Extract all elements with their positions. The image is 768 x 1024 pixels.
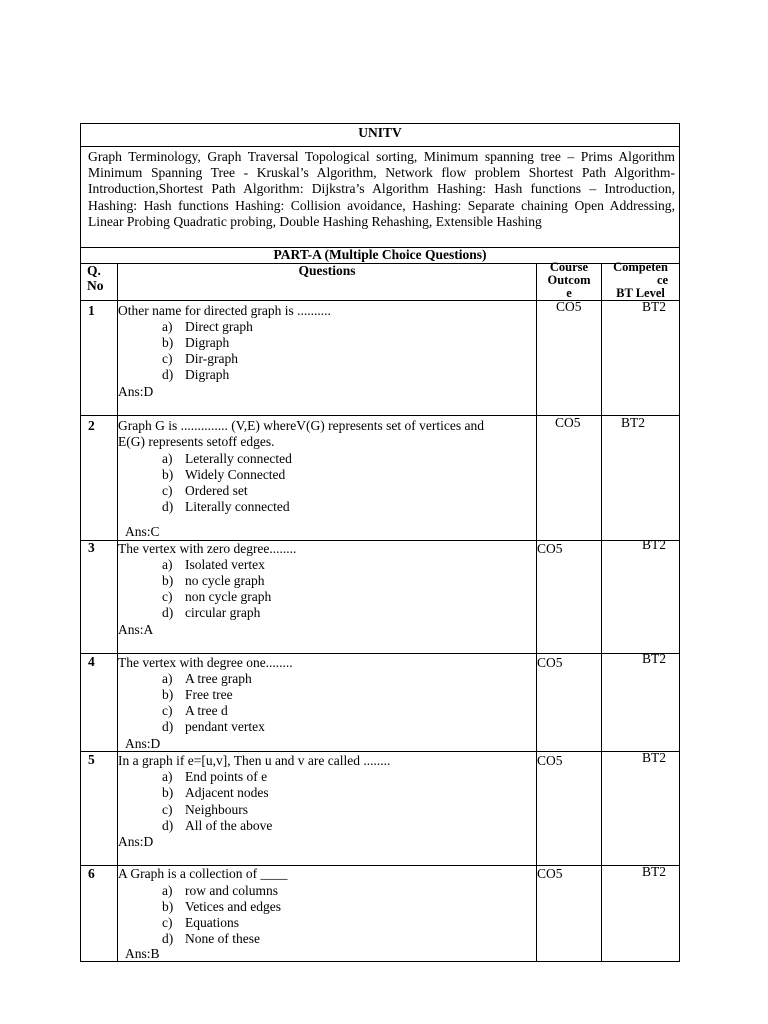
unit-title: UNITV — [358, 125, 402, 140]
question-number: 6 — [88, 866, 95, 881]
option: b) Free tree — [162, 687, 233, 702]
option: c) Dir-graph — [162, 351, 238, 366]
column-divider — [601, 263, 602, 961]
bt-level: BT2 — [642, 864, 667, 879]
bt-level: BT2 — [642, 299, 667, 314]
header-competence-line1: Competen — [613, 260, 668, 274]
header-questions: Questions — [298, 263, 356, 278]
divider — [81, 751, 679, 752]
divider — [81, 146, 679, 147]
bt-level: BT2 — [642, 651, 667, 666]
option: b) Adjacent nodes — [162, 785, 269, 800]
divider — [81, 415, 679, 416]
header-competence-line3: BT Level — [616, 286, 665, 300]
header-qno-line2: No — [87, 278, 104, 293]
header-course-outcome-line3: e — [566, 286, 572, 300]
option: c) non cycle graph — [162, 589, 272, 604]
option: a) End points of e — [162, 769, 268, 784]
question-text: Other name for directed graph is .......... — [118, 303, 331, 318]
option: a) A tree graph — [162, 671, 252, 686]
question-text-line1: Graph G is .............. (V,E) whereV(G) represents set of vertices and — [118, 418, 485, 433]
option: c) A tree d — [162, 703, 228, 718]
header-course-outcome-line2: Outcom — [547, 273, 591, 287]
option: d) pendant vertex — [162, 719, 265, 734]
syllabus-text: Graph Terminology, Graph Traversal Topological sorting, Minimum spanning tree – Prims Algorithm Minimum Spanning Tree - Kruskal’s Algorithm, Network flow problem Shortest Path Algorithm- Introduction,Shortest Path Algorithm: Dijkstra’s Algorithm Hashing: Hash functions – Introduction, Hashing: Hash functions Hashing: Collision avoidance, Hashing: Separate chaining Open Addressing, Linear Probing Quadratic probing, Double Hashing Rehashing, Extensible Hashing — [88, 149, 675, 229]
bt-level: BT2 — [621, 415, 646, 430]
question-number: 2 — [88, 418, 95, 433]
question-number: 3 — [88, 540, 95, 555]
option: c) Ordered set — [162, 483, 248, 498]
answer: Ans:D — [118, 834, 154, 849]
question-text: In a graph if e=[u,v], Then u and v are called ........ — [118, 753, 391, 768]
answer: Ans:D — [118, 384, 154, 399]
question-number: 1 — [88, 303, 95, 318]
bt-level: BT2 — [642, 537, 667, 552]
question-text: A Graph is a collection of ____ — [118, 866, 288, 881]
option: c) Equations — [162, 915, 239, 930]
answer: Ans:A — [118, 622, 154, 637]
header-qno-line1: Q. — [87, 263, 101, 278]
bt-level: BT2 — [642, 750, 667, 765]
question-text-line2: E(G) represents setoff edges. — [118, 434, 275, 449]
option: a) row and columns — [162, 883, 278, 898]
option: b) Digraph — [162, 335, 230, 350]
course-outcome: CO5 — [537, 655, 563, 670]
option: b) Vetices and edges — [162, 899, 281, 914]
option: d) Literally connected — [162, 499, 290, 514]
option: a) Isolated vertex — [162, 557, 265, 572]
option: d) All of the above — [162, 818, 273, 833]
header-course-outcome-line1: Course — [549, 260, 589, 274]
divider — [81, 653, 679, 654]
course-outcome: CO5 — [556, 299, 582, 314]
answer: Ans:B — [125, 946, 160, 961]
option: d) Digraph — [162, 367, 230, 382]
answer: Ans:C — [125, 524, 160, 539]
column-divider — [117, 263, 118, 961]
option: a) Leterally connected — [162, 451, 292, 466]
option: a) Direct graph — [162, 319, 253, 334]
course-outcome: CO5 — [537, 753, 563, 768]
part-title: PART-A (Multiple Choice Questions) — [273, 247, 487, 262]
course-outcome: CO5 — [537, 541, 563, 556]
question-number: 5 — [88, 752, 95, 767]
header-competence-line2: ce — [657, 273, 669, 287]
divider — [81, 300, 679, 301]
answer: Ans:D — [125, 736, 161, 751]
option: d) circular graph — [162, 605, 261, 620]
column-divider — [536, 263, 537, 961]
question-number: 4 — [88, 654, 95, 669]
course-outcome: CO5 — [537, 866, 563, 881]
option: d) None of these — [162, 931, 260, 946]
option: b) no cycle graph — [162, 573, 265, 588]
course-outcome: CO5 — [555, 415, 581, 430]
option: b) Widely Connected — [162, 467, 286, 482]
question-text: The vertex with zero degree........ — [118, 541, 297, 556]
question-text: The vertex with degree one........ — [118, 655, 293, 670]
option: c) Neighbours — [162, 802, 248, 817]
question-bank-table — [80, 123, 680, 962]
